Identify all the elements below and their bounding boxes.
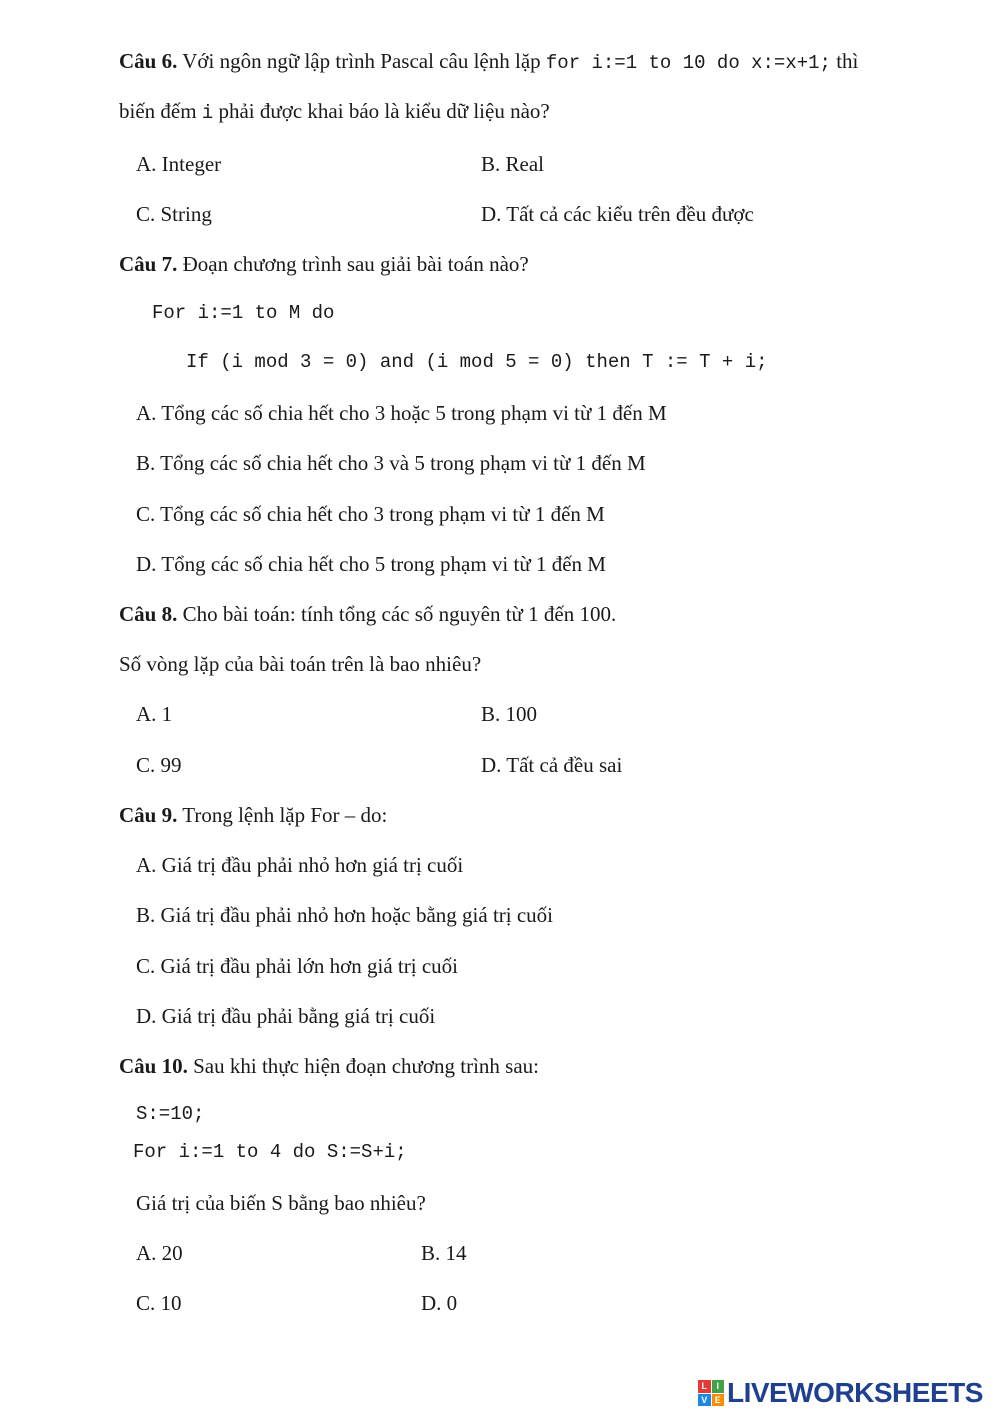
q6-label: Câu 6. xyxy=(119,49,178,73)
q9-text: Trong lệnh lặp For – do: xyxy=(177,803,388,827)
q6-text-1: Với ngôn ngữ lập trình Pascal câu lệnh lặp xyxy=(177,49,546,73)
q9-option-a[interactable]: A. Giá trị đầu phải nhỏ hơn giá trị cuối xyxy=(136,853,464,877)
logo-mark-e: E xyxy=(712,1394,725,1407)
q10-code-line-2: For i:=1 to 4 do S:=S+i; xyxy=(133,1141,407,1163)
q10-option-a[interactable]: A. 20 xyxy=(136,1241,183,1265)
q6-text-3: biến đếm xyxy=(119,99,202,123)
q6-option-a[interactable]: A. Integer xyxy=(136,152,222,176)
q10-code-line-1: S:=10; xyxy=(136,1103,205,1125)
q6-line-2 xyxy=(119,101,550,123)
q10-option-c[interactable]: C. 10 xyxy=(136,1291,182,1315)
q7-question xyxy=(119,254,529,275)
q8-option-c[interactable]: C. 99 xyxy=(136,753,182,777)
q7-option-c[interactable]: C. Tổng các số chia hết cho 3 trong phạm vi từ 1 đến M xyxy=(136,502,605,526)
q7-label: Câu 7. xyxy=(119,252,178,276)
q8-option-a[interactable]: A. 1 xyxy=(136,702,173,726)
q9-option-d[interactable]: D. Giá trị đầu phải bằng giá trị cuối xyxy=(136,1004,436,1028)
logo-text: LIVEWORKSHEETS xyxy=(727,1377,983,1408)
q7-code-line-1: For i:=1 to M do xyxy=(152,302,335,324)
logo-mark-v: V xyxy=(698,1394,711,1407)
q6-option-b[interactable]: B. Real xyxy=(481,152,544,176)
q8-question xyxy=(119,604,616,625)
q7-option-b[interactable]: B. Tổng các số chia hết cho 3 và 5 trong phạm vi từ 1 đến M xyxy=(136,451,646,475)
q6-var: i xyxy=(201,102,214,124)
q9-question xyxy=(119,805,387,826)
q10-option-d[interactable]: D. 0 xyxy=(421,1291,458,1315)
q10-text: Sau khi thực hiện đoạn chương trình sau: xyxy=(187,1054,540,1078)
q8-option-b[interactable]: B. 100 xyxy=(481,702,538,726)
q6-line-1 xyxy=(119,51,858,73)
q9-label: Câu 9. xyxy=(119,803,178,827)
logo-mark-l: L xyxy=(698,1380,711,1393)
q6-text-2: thì xyxy=(830,49,859,73)
q8-label: Câu 8. xyxy=(119,602,178,626)
q6-text-4: phải được khai báo là kiểu dữ liệu nào? xyxy=(213,99,550,123)
q8-text: Cho bài toán: tính tổng các số nguyên từ 1 đến 100. xyxy=(177,602,617,626)
q9-option-c[interactable]: C. Giá trị đầu phải lớn hơn giá trị cuối xyxy=(136,954,458,978)
q8-question-2: Số vòng lặp của bài toán trên là bao nhiêu? xyxy=(119,652,482,676)
q6-option-d[interactable]: D. Tất cả các kiểu trên đều được xyxy=(481,202,754,226)
q7-option-d[interactable]: D. Tổng các số chia hết cho 5 trong phạm vi từ 1 đến M xyxy=(136,552,606,576)
q10-question xyxy=(119,1056,539,1077)
q10-label: Câu 10. xyxy=(119,1054,188,1078)
q10-question-2: Giá trị của biến S bằng bao nhiêu? xyxy=(136,1191,426,1215)
liveworksheets-logo xyxy=(698,1378,983,1408)
logo-mark-icon xyxy=(698,1380,724,1406)
q9-option-b[interactable]: B. Giá trị đầu phải nhỏ hơn hoặc bằng giá trị cuối xyxy=(136,903,554,927)
q6-option-c[interactable]: C. String xyxy=(136,202,212,226)
q7-code-line-2: If (i mod 3 = 0) and (i mod 5 = 0) then T := T + i; xyxy=(186,351,768,373)
q7-option-a[interactable]: A. Tổng các số chia hết cho 3 hoặc 5 trong phạm vi từ 1 đến M xyxy=(136,401,667,425)
q6-code: for i:=1 to 10 do x:=x+1; xyxy=(545,52,831,74)
q7-text: Đoạn chương trình sau giải bài toán nào? xyxy=(177,252,529,276)
logo-mark-i: I xyxy=(712,1380,725,1393)
q10-option-b[interactable]: B. 14 xyxy=(421,1241,467,1265)
q8-option-d[interactable]: D. Tất cả đều sai xyxy=(481,753,623,777)
